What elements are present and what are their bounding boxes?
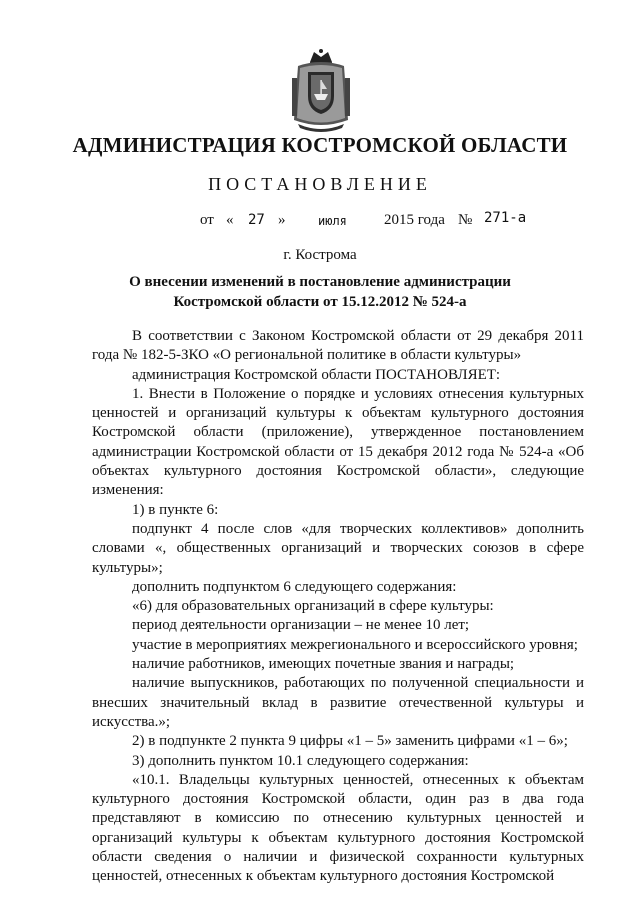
document-number: 271-а — [484, 210, 527, 226]
paragraph: участие в мероприятиях межрегионального и всероссийского уровня; — [132, 636, 578, 653]
organization-title: АДМИНИСТРАЦИЯ КОСТРОМСКОЙ ОБЛАСТИ — [72, 133, 568, 157]
document-body — [92, 327, 584, 887]
date-day: 27 — [248, 212, 265, 228]
paragraph: 3) дополнить пунктом 10.1 следующего содержания: — [132, 752, 469, 769]
paragraph: 1) в пункте 6: — [132, 501, 219, 518]
paragraph: «6) для образовательных организаций в сфере культуры: — [132, 598, 494, 615]
number-sign: № — [458, 212, 473, 228]
paragraph: подпункт 4 после слов «для творческих коллективов» дополнить словами «, общественных организаций и творческих союзов в сфере культуры»; — [92, 520, 584, 576]
date-month: июля — [318, 214, 347, 228]
subject-line-2: Костромской области от 15.12.2012 № 524-а — [173, 294, 467, 310]
paragraph: «10.1. Владельцы культурных ценностей, отнесенных к объектам культурного достояния Костромской области, один раз в два года представляют в комиссию по отнесению культурных ценностей и организаций культуры к объектам культурного достояния Костромской области сведения о наличии и физической сохранности культурных ценностей, отнесенных к объектам культурного достояния Костромской — [92, 771, 584, 885]
document-subject — [100, 272, 540, 312]
quote-close: » — [278, 212, 286, 228]
paragraph: 1. Внести в Положение о порядке и условиях отнесения культурных ценностей и организаций культуры к объектам культурного достояния Костромской области (приложение), утвержденное постановлением администрации Костромской области от 15 декабря 2012 года № 524-а «Об объектах культурного достояния Костромской области», следующие изменения: — [92, 385, 584, 499]
paragraph: В соответствии с Законом Костромской области от 29 декабря 2011 года № 182-5-ЗКО «О региональной политике в области культуры» — [92, 328, 584, 364]
paragraph: период деятельности организации – не менее 10 лет; — [132, 617, 470, 634]
quote-open: « — [226, 212, 234, 228]
document-type: ПОСТАНОВЛЕНИЕ — [208, 174, 432, 194]
date-line — [200, 212, 530, 236]
date-prefix: от — [200, 212, 214, 228]
paragraph: дополнить подпунктом 6 следующего содержания: — [132, 578, 457, 595]
paragraph: 2) в подпункте 2 пункта 9 цифры «1 – 5» заменить цифрами «1 – 6»; — [132, 733, 568, 750]
subject-line-1: О внесении изменений в постановление администрации — [129, 274, 511, 290]
paragraph: наличие работников, имеющих почетные звания и награды; — [132, 656, 515, 673]
date-year: 2015 года — [384, 212, 445, 228]
paragraph: наличие выпускников, работающих по полученной специальности и внесших значительный вклад в развитие отечественной культуры и искусства.»; — [92, 675, 584, 730]
paragraph: администрация Костромской области ПОСТАНОВЛЯЕТ: — [132, 366, 501, 383]
coat-of-arms-icon — [288, 48, 354, 132]
city-name: г. Кострома — [283, 247, 357, 263]
